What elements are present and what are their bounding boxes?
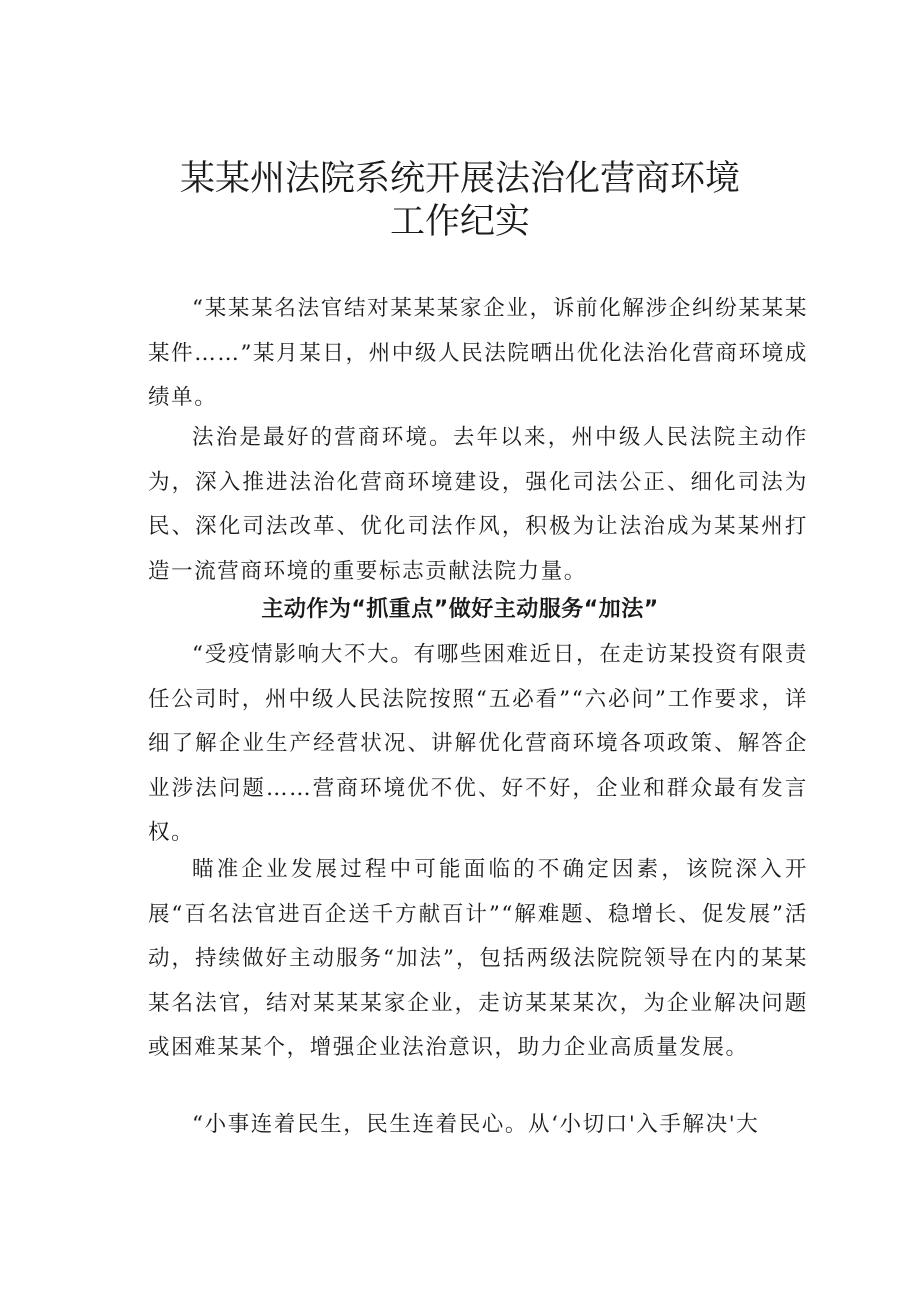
section-heading: 主动作为“抓重点”做好主动服务“加法” bbox=[261, 597, 659, 622]
document-title-line-1: 某某州法院系统开展法治化营商环境 bbox=[179, 159, 740, 199]
intro-paragraph-2: 法治是最好的营商环境。去年以来，州中级人民法院主动作为，深入推进法治化营商环境建设，强化司法公正、细化司法为民、深化司法改革、优化司法作风，积极为让法治成为某某州打造一流营商环境的重要标志贡献法院力量。 bbox=[148, 425, 808, 584]
intro-paragraph-1: “某某某名法官结对某某某家企业，诉前化解涉企纠纷某某某某件……”某月某日，州中级人民法院晒出优化法治化营商环境成绩单。 bbox=[148, 296, 808, 410]
section-paragraph-1: “受疫情影响大不大。有哪些困难近日，在走访某投资有限责任公司时，州中级人民法院按照“五必看”“六必问”工作要求，详细了解企业生产经营状况、讲解优化营商环境各项政策、解答企业涉法问题……营商环境优不优、好不好，企业和群众最有发言权。 bbox=[148, 642, 808, 845]
document-title-line-2: 工作纪实 bbox=[389, 202, 530, 242]
section-paragraph-3: “小事连着民生，民生连着民心。从‘小切口'入手解决'大 bbox=[192, 1112, 760, 1137]
section-paragraph-2: 瞄准企业发展过程中可能面临的不确定因素，该院深入开展“百名法官进百企送千方献百计”“解难题、稳增长、促发展”活动，持续做好主动服务“加法”，包括两级法院院领导在内的某某某名法官，结对某某某家企业，走访某某某次，为企业解决问题或困难某某个，增强企业法治意识，助力企业高质量发展。 bbox=[148, 857, 808, 1060]
